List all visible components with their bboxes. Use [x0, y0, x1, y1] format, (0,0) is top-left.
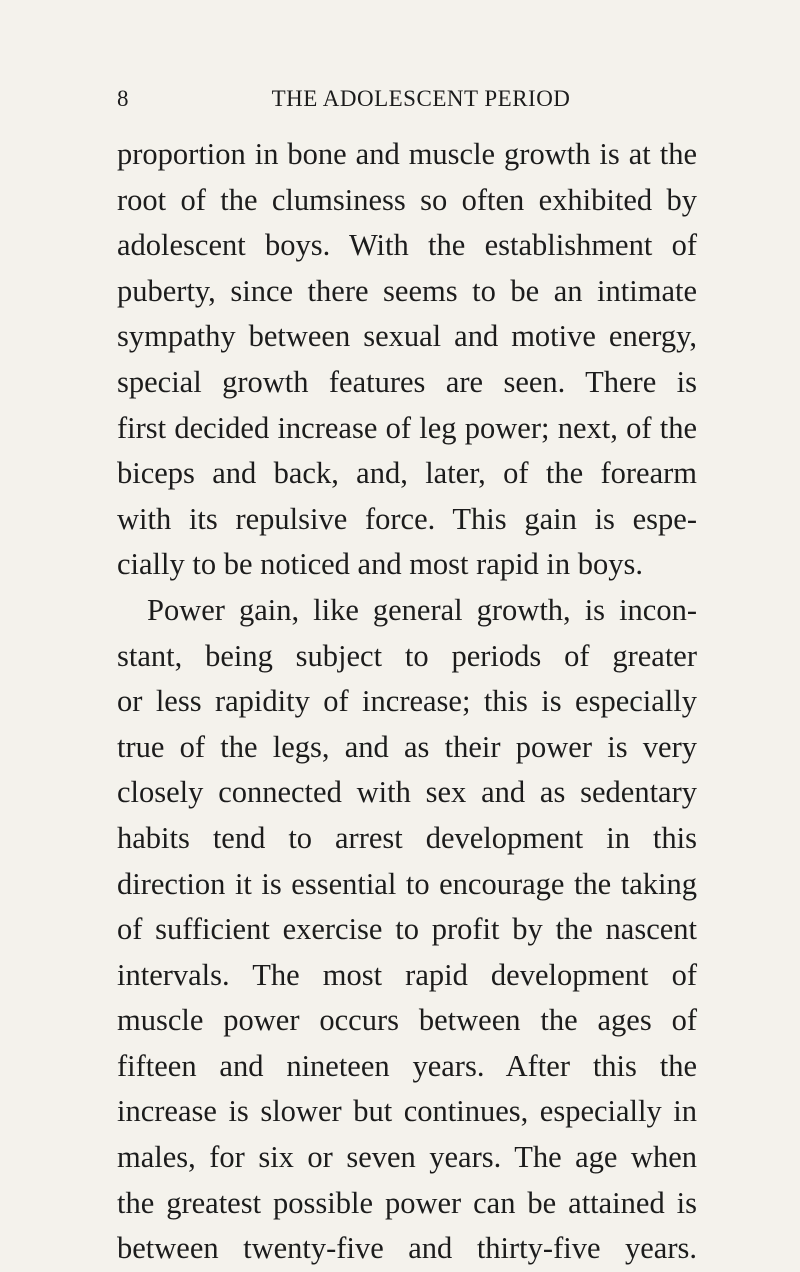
text-line: of sufficient exercise to profit by the nascent — [117, 912, 697, 947]
text-line: biceps and back, and, later, of the forearm — [117, 456, 697, 491]
text-line: between twenty-five and thirty-five years. — [117, 1231, 697, 1266]
text-line: true of the legs, and as their power is very — [117, 729, 697, 764]
text-line: Power gain, like general growth, is incon- — [147, 592, 697, 627]
text-line: fifteen and nineteen years. After this the — [117, 1048, 697, 1083]
text-line: closely connected with sex and as sedentary — [117, 775, 697, 810]
text-line: root of the clumsiness so often exhibited by — [117, 182, 697, 217]
page-number: 8 — [117, 86, 129, 111]
text-line: males, for six or seven years. The age when — [117, 1140, 697, 1175]
text-line: proportion in bone and muscle growth is at the — [117, 137, 697, 171]
body-text — [117, 132, 697, 1272]
text-line: cially to be noticed and most rapid in boys. — [117, 547, 644, 582]
paragraph — [117, 132, 697, 588]
text-line: or less rapidity of increase; this is especially — [117, 684, 697, 719]
text-line: intervals. The most rapid development of — [117, 957, 697, 992]
text-line: direction it is essential to encourage the taking — [117, 866, 697, 901]
text-line: adolescent boys. With the establishment of — [117, 228, 697, 263]
text-line: puberty, since there seems to be an intimate — [117, 273, 697, 308]
running-head — [117, 86, 697, 126]
running-title: THE ADOLESCENT PERIOD — [271, 86, 571, 111]
text-line: first decided increase of leg power; next, of the — [117, 410, 697, 445]
paragraph — [117, 588, 697, 1272]
text-line: special growth features are seen. There is — [117, 364, 697, 399]
text-line: muscle power occurs between the ages of — [117, 1003, 697, 1038]
text-line: stant, being subject to periods of greater — [117, 638, 697, 673]
text-line: increase is slower but continues, especially in — [117, 1094, 697, 1129]
text-line: habits tend to arrest development in this — [117, 820, 697, 855]
text-line: with its repulsive force. This gain is espe- — [117, 501, 697, 536]
text-line: sympathy between sexual and motive energy, — [117, 319, 697, 354]
text-line: the greatest possible power can be attained is — [117, 1185, 697, 1220]
